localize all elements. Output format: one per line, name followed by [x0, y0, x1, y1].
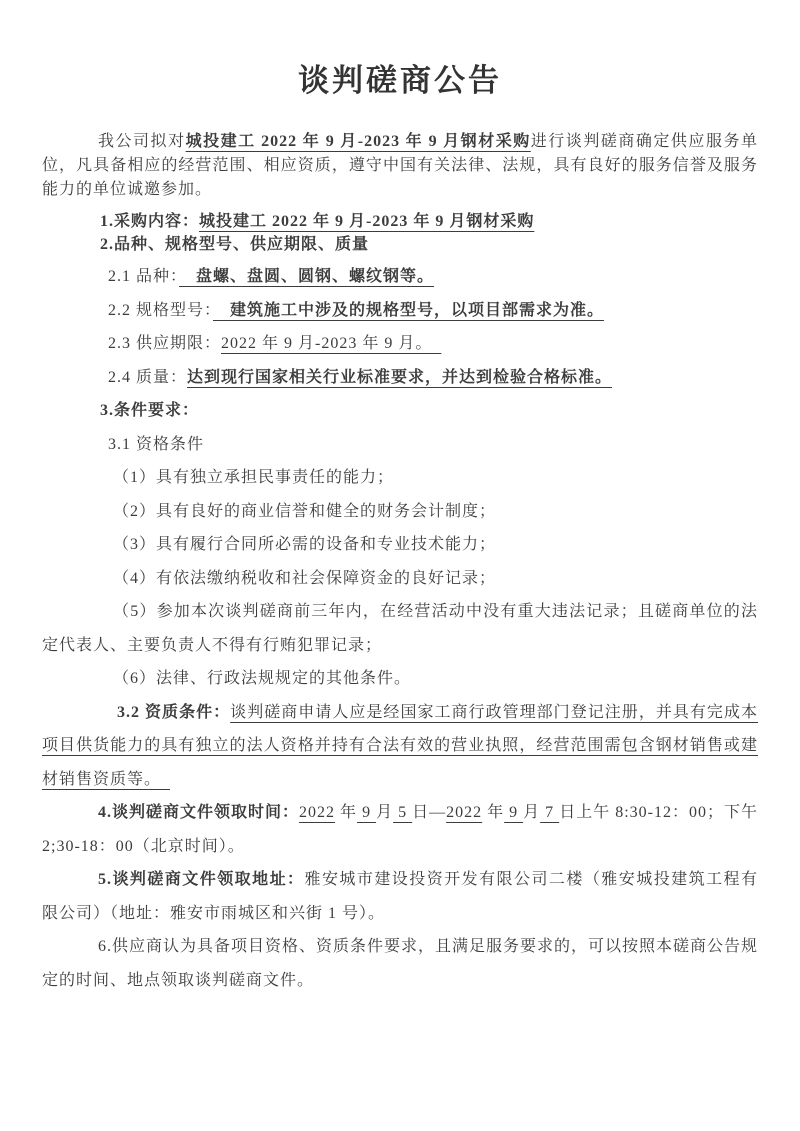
condition-4: [42, 562, 758, 596]
text-run: 2.品种、规格型号、供应期限、质量: [100, 236, 370, 253]
text-run: （1）具有独立承担民事责任的能力；: [113, 469, 395, 486]
text-run: 达到现行国家相关行业标准要求，并达到检验合格标准。: [187, 368, 613, 386]
text-run: 2.2 规格型号：: [108, 301, 214, 319]
text-run: 4.谈判磋商文件领取时间：: [98, 804, 300, 821]
text-run: 1.采购内容：: [100, 213, 200, 230]
text-run: 9: [357, 804, 377, 821]
document-collection-address-item: [42, 863, 758, 930]
condition-2: [42, 495, 758, 529]
text-run: （3）具有履行合同所必需的设备和专业技术能力；: [113, 536, 497, 553]
supplier-notice-item: [42, 930, 758, 997]
spec-model-item: [42, 294, 758, 328]
text-run: 年: [482, 804, 505, 821]
condition-1: [42, 461, 758, 495]
text-run: 日上午 8:30-12：00；下午 2;30-18：00（北京时间）。: [42, 804, 758, 855]
text-run: 3.2 资质条件：: [117, 703, 231, 721]
document-body-sections: [42, 260, 758, 997]
text-run: 谈判磋商申请人应是经国家工商行政管理部门登记注册，并具有完成本项目供货能力的具有独立的法人资格并持有合法有效的营业执照，经营范围需包含钢材销售或建材销售资质等。: [42, 703, 758, 788]
supply-period-item: [42, 327, 758, 361]
text-run: 9: [504, 804, 524, 821]
text-run: 盘螺、盘圆、圆钢、螺纹钢等。: [179, 268, 435, 285]
text-run: 3.条件要求：: [100, 402, 200, 419]
text-run: 日—: [412, 804, 447, 821]
text-run: 2.1 品种：: [108, 268, 180, 285]
qualification-conditions-heading: [42, 428, 758, 462]
text-run: （6）法律、行政法规规定的其他条件。: [113, 670, 412, 687]
text-run: 6.供应商认为具备项目资格、资质条件要求，且满足服务要求的，可以按照本磋商公告规定的时间、地点领取谈判磋商文件。: [42, 938, 759, 989]
text-run: 城投建工 2022 年 9 月-2023 年 9 月钢材采购: [185, 133, 531, 150]
text-run: 2.3 供应期限：: [108, 335, 222, 352]
text-run: （5）参加本次谈判磋商前三年内，在经营活动中没有重大违法记录；且磋商单位的法定代表人、主要负责人不得有行贿犯罪记录；: [42, 603, 758, 654]
condition-requirements-heading: [42, 394, 758, 428]
text-run: 建筑施工中涉及的规格型号，以项目部需求为准。: [213, 301, 605, 319]
document-collection-time-item: [42, 796, 758, 863]
text-run: 2022 年 9 月-2023 年 9 月。: [221, 335, 442, 352]
text-run: 城投建工 2022 年 9 月-2023 年 9 月钢材采购: [199, 213, 535, 230]
text-run: 年: [335, 804, 358, 821]
condition-6: [42, 662, 758, 696]
page-title: 谈判磋商公告: [298, 63, 502, 98]
text-run: 5.谈判磋商文件领取地址：: [98, 871, 305, 888]
text-run: 月: [376, 804, 394, 821]
text-run: 我公司拟对: [98, 133, 186, 150]
quality-item: [42, 361, 758, 395]
text-run: 2.4 质量：: [108, 368, 188, 386]
text-run: 5: [393, 804, 413, 821]
variety-spec-heading: [42, 233, 758, 256]
text-run: （4）有依法缴纳税收和社会保障资金的良好记录；: [113, 569, 497, 587]
variety-item: [42, 260, 758, 294]
condition-5: [42, 595, 758, 662]
text-run: 2022: [299, 804, 336, 821]
intro-paragraph: [42, 130, 758, 202]
text-run: 3.1 资格条件: [108, 435, 205, 453]
text-run: 月: [523, 804, 541, 821]
purchase-content-item: [42, 210, 758, 233]
qualification-requirement-item: [42, 696, 758, 797]
text-run: 7: [540, 804, 560, 821]
condition-3: [42, 528, 758, 562]
text-run: 雅安城市建设投资开发有限公司二楼（雅安城投建筑工程有限公司）（地址：雅安市雨城区和兴街 1 号）。: [42, 871, 758, 922]
text-run: （2）具有良好的商业信誉和健全的财务会计制度；: [113, 502, 497, 520]
text-run: 进行谈判磋商确定供应服务单位，凡具备相应的经营范围、相应资质，遵守中国有关法律、法规，具有良好的服务信誉及服务能力的单位诚邀参加。: [42, 133, 758, 198]
text-run: 2022: [446, 804, 483, 821]
